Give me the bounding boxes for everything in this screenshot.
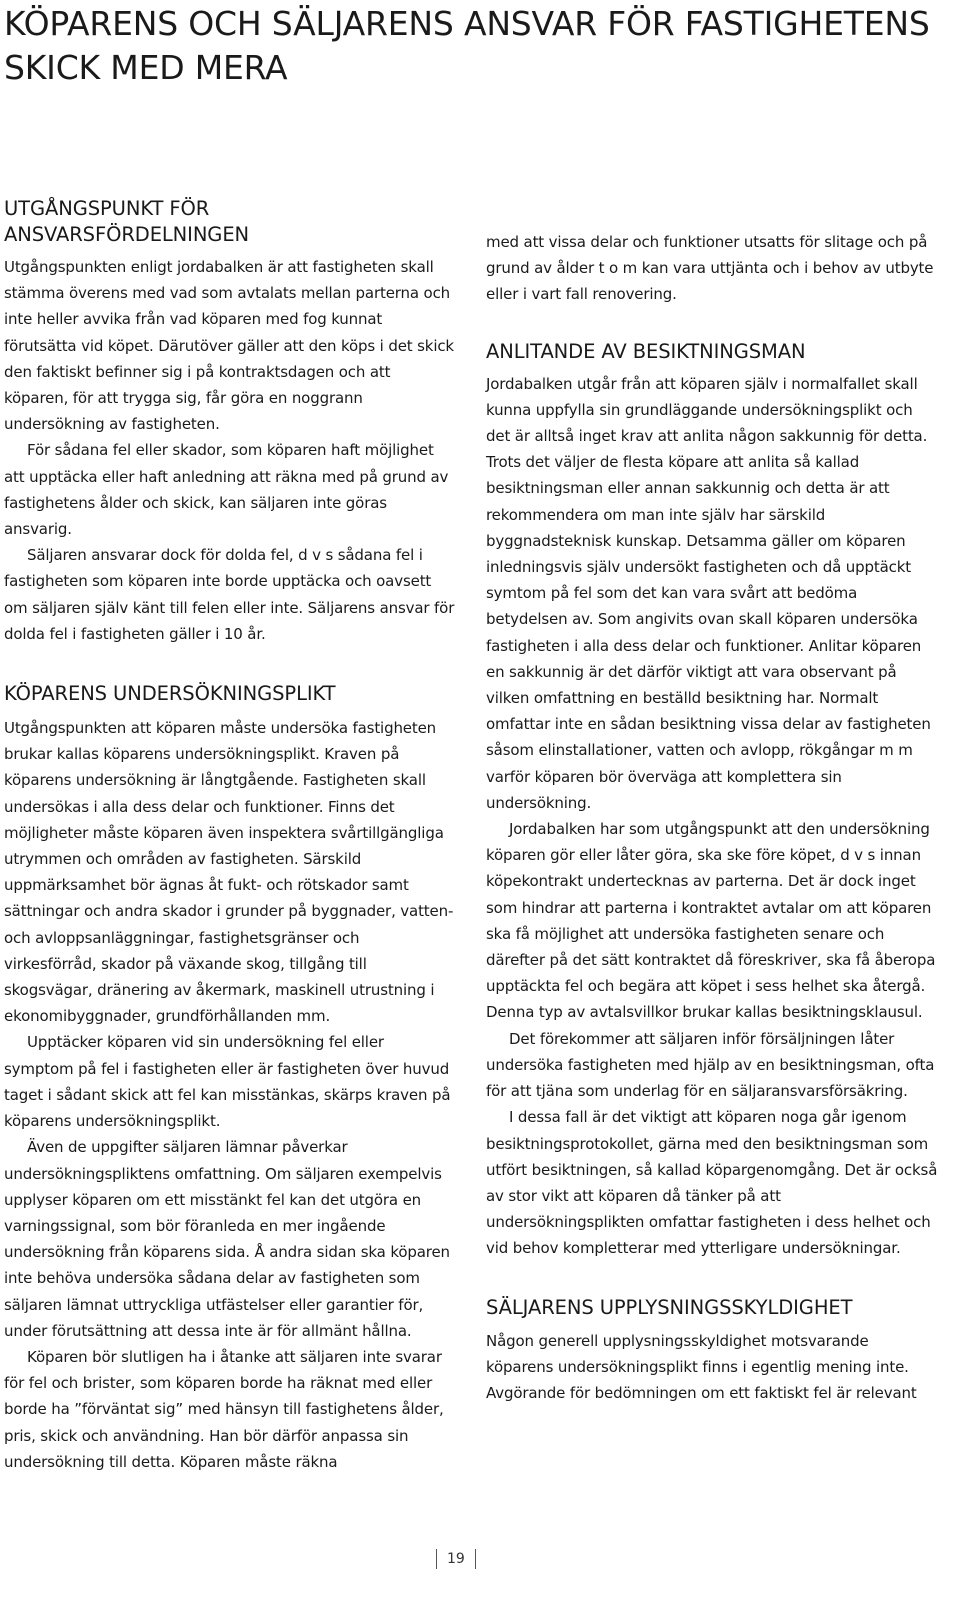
paragraph: I dessa fall är det viktigt att köparen noga går igenom besiktningsprotokollet, gärna med den besiktningsman som utfört besiktningen, så kallad köpargenomgång. Det är också av stor vikt att köparen då tänker på att undersökningsplikten omfattar fastigheten i dess helhet och vid behov kompletterar med ytterligare undersökningar.	[486, 1108, 938, 1258]
paragraph: Även de uppgifter säljaren lämnar påverkar undersökningspliktens omfattning. Om säljaren exempelvis upplyser köparen om ett misstänkt fel kan det utgöra en varningssignal, som bör föranleda en mer ingående undersökning från köparens sida. Å andra sidan ska köparen inte behöva undersöka sådana delar av fastigheten som säljaren lämnat uttryckliga utfästelser eller garantier för, under förutsättning att dessa inte är för allmänt hållna.	[4, 1138, 450, 1340]
paragraph: Säljaren ansvarar dock för dolda fel, d v s sådana fel i fastigheten som köparen inte borde upptäcka och oavsett om säljaren själv känt till felen eller inte. Säljarens ansvar för dolda fel i fastigheten gäller i 10 år.	[4, 546, 455, 643]
section-heading-besiktningsman: ANLITANDE AV BESIKTNINGSMAN	[486, 339, 806, 363]
paragraph: För sådana fel eller skador, som köparen haft möjlighet att upptäcka eller haft anledning att räkna med på grund av fastighetens ålder och skick, kan säljaren inte göras ansvarig.	[4, 441, 449, 539]
paragraph: Jordabalken har som utgångspunkt att den undersökning köparen gör eller låter göra, ska ske före köpet, d v s innan köpekontrakt undertecknas av parterna. Det är dock inget som hindrar att parterna i kontraktet avtalar om att köparen ska få möjlighet att undersöka fastigheten senare och därefter på det sätt kontraktet då föreskriver, ska få åberopa upptäckta fel och begära att köpet i sess helhet ska återgå. Denna typ av avtalsvillkor brukar kallas besiktningsklausul.	[486, 820, 936, 1022]
paragraph: Köparen bör slutligen ha i åtanke att säljaren inte svarar för fel och brister, som köparen borde ha räknat med eller borde ha ”förväntat sig” med hänsyn till fastighetens ålder, pris, skick och användning. Han bör därför anpassa sin undersökning till detta. Köparen måste räkna	[4, 1347, 444, 1471]
paragraph: Det förekommer att säljaren inför försäljningen låter undersöka fastigheten med hjälp av en besiktningsman, ofta för att tjäna som underlag för en säljaransvarsförsäkring.	[486, 1029, 935, 1101]
section-heading-upplysningsskyldighet: SÄLJARENS UPPLYSNINGSSKYLDIGHET	[486, 1295, 853, 1319]
page-footer	[436, 1548, 476, 1570]
section-heading-undersokningsplikt: KÖPARENS UNDERSÖKNINGSPLIKT	[4, 682, 336, 706]
paragraph: med att vissa delar och funktioner utsatts för slitage och på grund av ålder t o m kan vara uttjänta och i behov av utbyte eller i vart fall renovering.	[486, 233, 934, 304]
paragraph: Upptäcker köparen vid sin undersökning fel eller symptom på fel i fastigheten eller är fastigheten över huvud taget i sådant skick att fel kan misstänkas, skärps kraven på köparens undersökningsplikt.	[4, 1033, 451, 1131]
paragraph: Någon generell upplysningsskyldighet motsvarande köparens undersökningsplikt finns i egentlig mening inte. Avgörande för bedömningen om ett faktiskt fel är relevant	[486, 1331, 917, 1402]
right-column	[486, 229, 938, 1406]
page-number: 19	[447, 1551, 465, 1567]
paragraph: Utgångspunkten att köparen måste undersöka fastigheten brukar kallas köparens undersökningsplikt. Kraven på köparens undersökning är långtgående. Fastigheten skall undersökas i alla dess delar och funktioner. Finns det möjligheter måste köparen även inspektera svårtillgängliga utrymmen och områden av fastigheten. Särskild uppmärksamhet bör ägnas åt fukt- och rötskador samt sättningar och andra skador i grunder på byggnader, vatten- och avloppsanläggningar, fastighetsgränser och virkesförråd, skador på växande skog, tillgång till skogsvägar, dränering av åkermark, maskinell utrustning i ekonomibyggnader, grundförhållanden mm.	[4, 719, 454, 1026]
left-column	[4, 196, 456, 1475]
paragraph: Jordabalken utgår från att köparen själv i normalfallet skall kunna uppfylla sin grundläggande undersökningsplikt och det är alltså inget krav att anlita någon sakkunnig för detta. Trots det väljer de flesta köpare att anlita så kallad besiktningsman eller annan sakkunnig och detta är att rekommendera om man inte själv har särskild byggnadsteknisk kunskap. Detsamma gäller om köparen inledningsvis själv undersökt fastigheten och då upptäckt symtom på fel som det kan vara svårt att bedöma betydelsen av. Som angivits ovan skall köparen undersöka fastigheten i alla dess delar och funktioner. Anlitar köparen en sakkunnig är det därför viktigt att vara observant på vilken omfattning en beställd besiktning har. Normalt omfattar inte en sådan besiktning vissa delar av fastigheten såsom elinstallationer, vatten och avlopp, rökgångar m m varför köparen bör överväga att komplettera sin undersökning.	[486, 374, 931, 812]
paragraph: Utgångspunkten enligt jordabalken är att fastigheten skall stämma överens med vad som avtalats mellan parterna och inte heller avvika från vad köparen med fog kunnat förutsätta vid köpet. Därutöver gäller att den köps i det skick den faktiskt befinner sig i på kontraktsdagen och att köparen, för att trygga sig, får göra en noggrann undersökning av fastigheten.	[4, 258, 454, 434]
section-heading-ansvarsfordelning: UTGÅNGSPUNKT FÖR ANSVARSFÖRDELNINGEN	[4, 197, 250, 246]
footer-divider-right	[475, 1549, 476, 1569]
page-title: KÖPARENS OCH SÄLJARENS ANSVAR FÖR FASTIGHETENS SKICK MED MERA	[4, 4, 930, 87]
